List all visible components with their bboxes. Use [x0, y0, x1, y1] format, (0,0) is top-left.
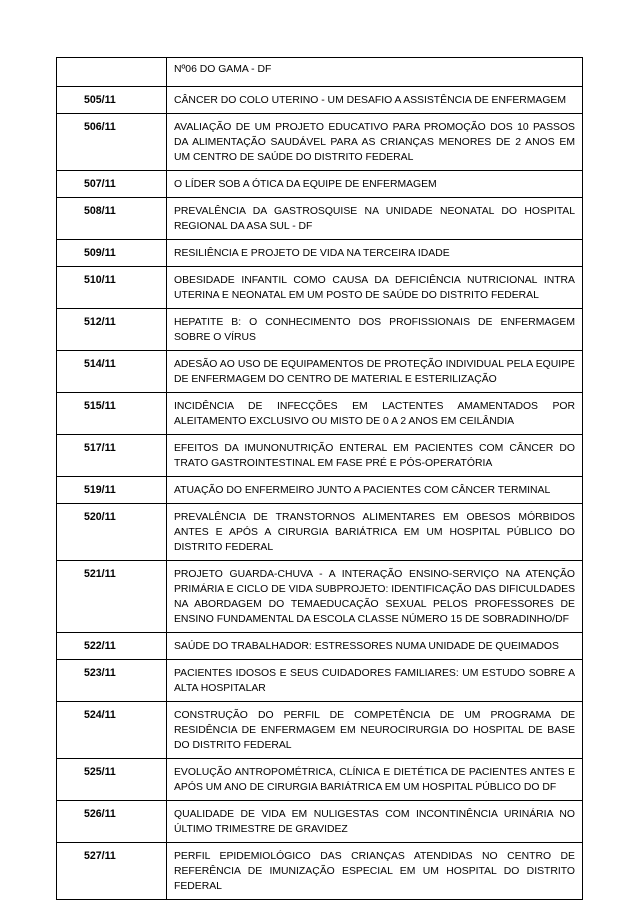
project-title: INCIDÊNCIA DE INFECÇÕES EM LACTENTES AMAMENTADOS POR ALEITAMENTO EXCLUSIVO OU MISTO DE 0 A 2 ANOS EM CEILÂNDIA	[167, 393, 583, 435]
project-code: 505/11	[57, 87, 167, 114]
project-code: 508/11	[57, 198, 167, 240]
project-code: 515/11	[57, 393, 167, 435]
project-title: O LÍDER SOB A ÓTICA DA EQUIPE DE ENFERMAGEM	[167, 171, 583, 198]
project-title: EFEITOS DA IMUNONUTRIÇÃO ENTERAL EM PACIENTES COM CÂNCER DO TRATO GASTROINTESTINAL EM FASE PRÉ E PÓS-OPERATÓRIA	[167, 435, 583, 477]
table-row	[57, 660, 583, 702]
table-row	[57, 267, 583, 309]
table-row	[57, 561, 583, 633]
table-row	[57, 171, 583, 198]
project-title: PROJETO GUARDA-CHUVA - A INTERAÇÃO ENSINO-SERVIÇO NA ATENÇÃO PRIMÁRIA E CICLO DE VIDA SUBPROJETO: IDENTIFICAÇÃO DAS DIFICULDADES NA ABORDAGEM DO TEMAEDUCAÇÃO SEXUAL PELOS PROFESSORES DE ENSINO FUNDAMENTAL DA ESCOLA CLASSE NÚMERO 15 DE SOBRADINHO/DF	[167, 561, 583, 633]
project-title: ATUAÇÃO DO ENFERMEIRO JUNTO A PACIENTES COM CÂNCER TERMINAL	[167, 477, 583, 504]
table-row	[57, 309, 583, 351]
project-title: ADESÃO AO USO DE EQUIPAMENTOS DE PROTEÇÃO INDIVIDUAL PELA EQUIPE DE ENFERMAGEM DO CENTRO DE MATERIAL E ESTERILIZAÇÃO	[167, 351, 583, 393]
project-code: 509/11	[57, 240, 167, 267]
project-title: HEPATITE B: O CONHECIMENTO DOS PROFISSIONAIS DE ENFERMAGEM SOBRE O VÍRUS	[167, 309, 583, 351]
table-row	[57, 87, 583, 114]
project-table	[56, 57, 583, 900]
project-code: 517/11	[57, 435, 167, 477]
table-row	[57, 240, 583, 267]
project-title: RESILIÊNCIA E PROJETO DE VIDA NA TERCEIRA IDADE	[167, 240, 583, 267]
table-row	[57, 633, 583, 660]
project-code: 522/11	[57, 633, 167, 660]
table-row	[57, 58, 583, 87]
table-row	[57, 435, 583, 477]
project-code: 525/11	[57, 759, 167, 801]
project-code: 514/11	[57, 351, 167, 393]
project-title: CONSTRUÇÃO DO PERFIL DE COMPETÊNCIA DE UM PROGRAMA DE RESIDÊNCIA DE ENFERMAGEM EM NEUROCIRURGIA DO HOSPITAL DE BASE DO DISTRITO FEDERAL	[167, 702, 583, 759]
project-title: QUALIDADE DE VIDA EM NULIGESTAS COM INCONTINÊNCIA URINÁRIA NO ÚLTIMO TRIMESTRE DE GRAVIDEZ	[167, 801, 583, 843]
table-row	[57, 759, 583, 801]
project-code: 507/11	[57, 171, 167, 198]
table-row	[57, 114, 583, 171]
project-code: 519/11	[57, 477, 167, 504]
project-code: 521/11	[57, 561, 167, 633]
project-table-body	[57, 58, 583, 900]
project-code: 510/11	[57, 267, 167, 309]
project-title: EVOLUÇÃO ANTROPOMÉTRICA, CLÍNICA E DIETÉTICA DE PACIENTES ANTES E APÓS UM ANO DE CIRURGIA BARIÁTRICA EM UM HOSPITAL PÚBLICO DO DF	[167, 759, 583, 801]
table-row	[57, 843, 583, 900]
project-code	[57, 58, 167, 87]
table-row	[57, 702, 583, 759]
project-code: 526/11	[57, 801, 167, 843]
project-title: PREVALÊNCIA DA GASTROSQUISE NA UNIDADE NEONATAL DO HOSPITAL REGIONAL DA ASA SUL - DF	[167, 198, 583, 240]
project-title: PERFIL EPIDEMIOLÓGICO DAS CRIANÇAS ATENDIDAS NO CENTRO DE REFERÊNCIA DE IMUNIZAÇÃO ESPECIAL EM UM HOSPITAL DO DISTRITO FEDERAL	[167, 843, 583, 900]
project-title: SAÚDE DO TRABALHADOR: ESTRESSORES NUMA UNIDADE DE QUEIMADOS	[167, 633, 583, 660]
table-row	[57, 504, 583, 561]
project-code: 506/11	[57, 114, 167, 171]
project-title: OBESIDADE INFANTIL COMO CAUSA DA DEFICIÊNCIA NUTRICIONAL INTRA UTERINA E NEONATAL EM UM POSTO DE SAÚDE DO DISTRITO FEDERAL	[167, 267, 583, 309]
project-code: 512/11	[57, 309, 167, 351]
project-title: PREVALÊNCIA DE TRANSTORNOS ALIMENTARES EM OBESOS MÓRBIDOS ANTES E APÓS A CIRURGIA BARIÁTRICA EM UM HOSPITAL PÚBLICO DO DISTRITO FEDERAL	[167, 504, 583, 561]
project-title: AVALIAÇÃO DE UM PROJETO EDUCATIVO PARA PROMOÇÃO DOS 10 PASSOS DA ALIMENTAÇÃO SAUDÁVEL PARA AS CRIANÇAS MENORES DE 2 ANOS EM UM CENTRO DE SAÚDE DO DISTRITO FEDERAL	[167, 114, 583, 171]
project-code: 527/11	[57, 843, 167, 900]
project-code: 520/11	[57, 504, 167, 561]
project-code: 523/11	[57, 660, 167, 702]
table-row	[57, 351, 583, 393]
project-title: PACIENTES IDOSOS E SEUS CUIDADORES FAMILIARES: UM ESTUDO SOBRE A ALTA HOSPITALAR	[167, 660, 583, 702]
project-title: Nº06 DO GAMA - DF	[167, 58, 583, 87]
table-row	[57, 393, 583, 435]
table-row	[57, 801, 583, 843]
project-code: 524/11	[57, 702, 167, 759]
table-row	[57, 198, 583, 240]
table-row	[57, 477, 583, 504]
project-title: CÂNCER DO COLO UTERINO - UM DESAFIO A ASSISTÊNCIA DE ENFERMAGEM	[167, 87, 583, 114]
